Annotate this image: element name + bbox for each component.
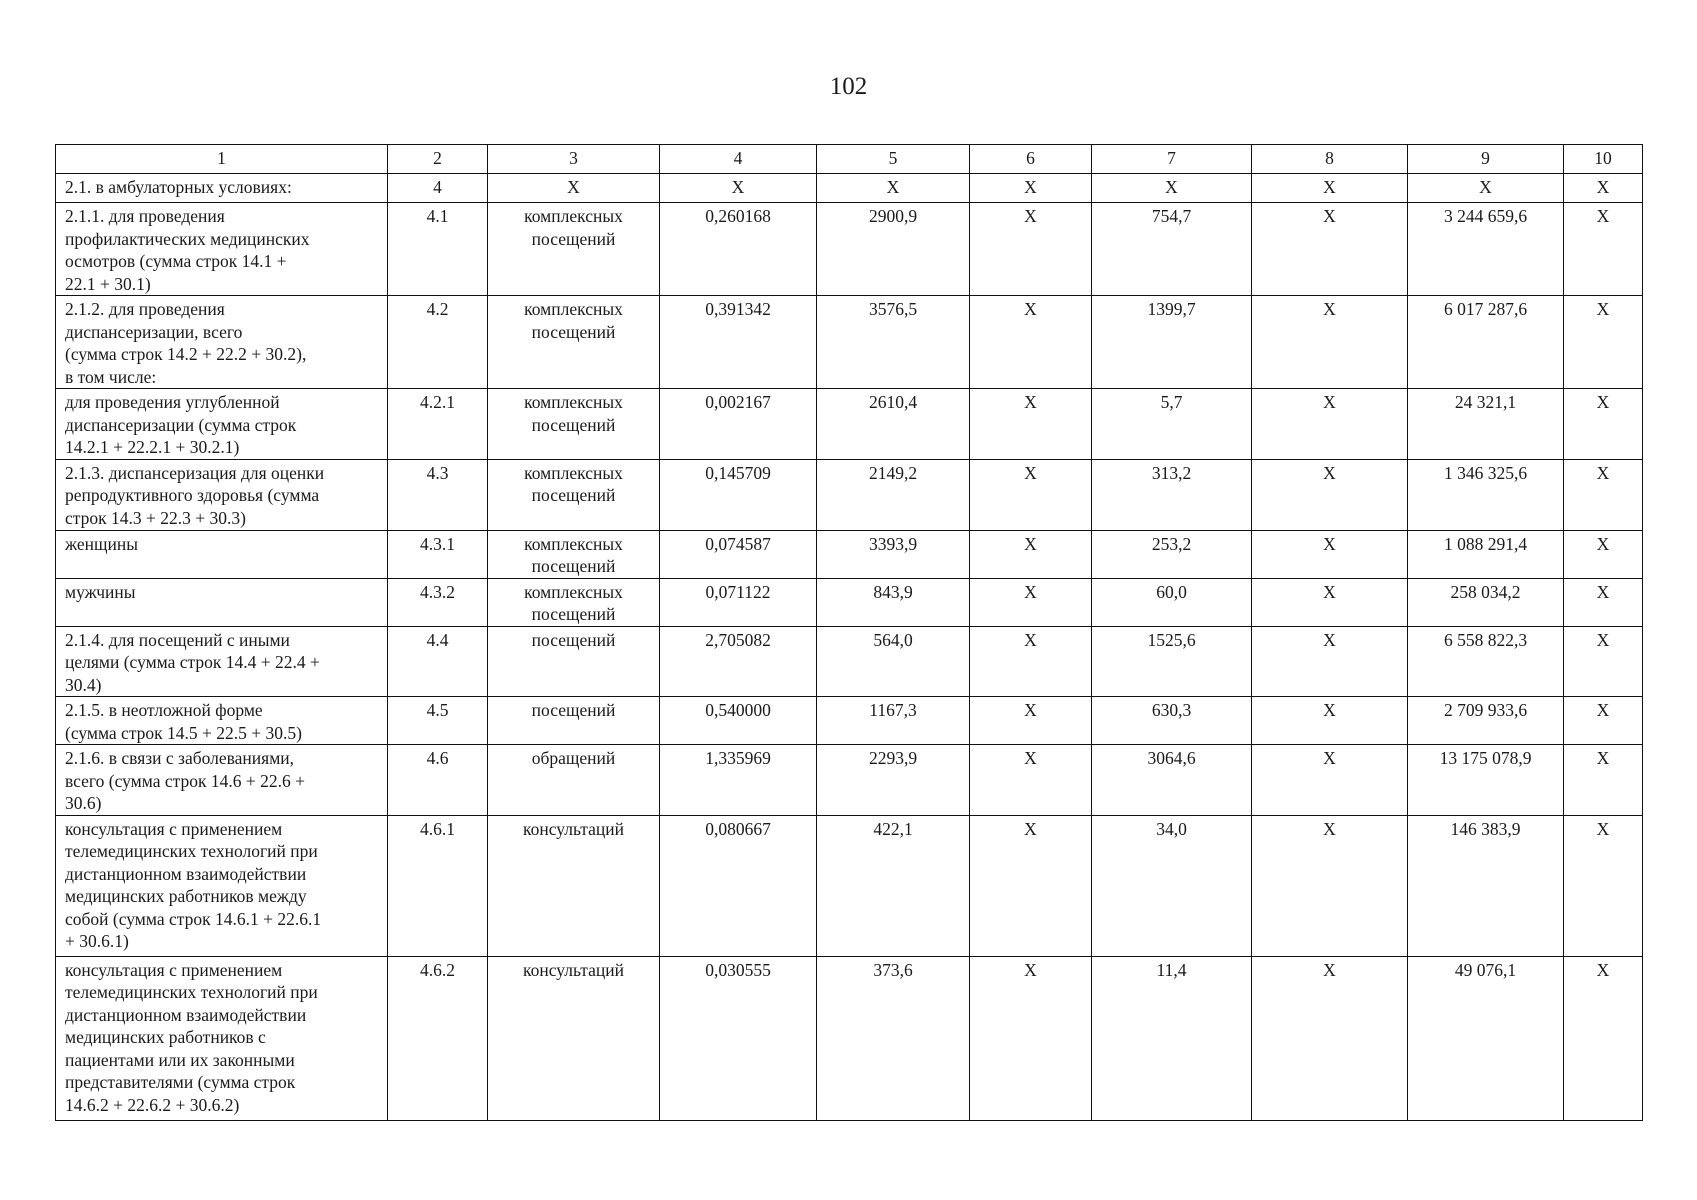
table-cell: 2293,9 [817,745,970,816]
table-row [56,815,1643,956]
table-cell: 0,145709 [660,459,817,530]
table-cell: Х [970,530,1092,578]
table-cell: Х [970,745,1092,816]
table-cell: Х [1092,174,1252,203]
column-number-cell: 2 [388,145,488,174]
table-cell: 1167,3 [817,697,970,745]
table-cell: 630,3 [1092,697,1252,745]
table-cell: Х [817,174,970,203]
row-name-cell: 2.1.1. для проведения профилактических медицинских осмотров (сумма строк 14.1 + 22.1 + 30.1) [56,203,388,296]
table-cell: Х [1252,626,1408,697]
table-cell: Х [1252,697,1408,745]
column-number-cell: 7 [1092,145,1252,174]
table-row [56,459,1643,530]
table-cell: 0,391342 [660,296,817,389]
table-cell: обращений [488,745,660,816]
table-cell: 4.6.2 [388,956,488,1120]
table-cell: Х [970,626,1092,697]
page-number: 102 [829,73,868,100]
table-cell: комплексных посещений [488,389,660,460]
row-name-cell: 2.1.4. для посещений с иными целями (сумма строк 14.4 + 22.4 + 30.4) [56,626,388,697]
table-cell: Х [1564,815,1643,956]
table-cell: Х [1564,389,1643,460]
table-cell: 13 175 078,9 [1408,745,1564,816]
table-cell: 0,074587 [660,530,817,578]
table-cell: 4.6 [388,745,488,816]
table-cell: 2610,4 [817,389,970,460]
column-number-row [56,145,1643,174]
table-cell: 146 383,9 [1408,815,1564,956]
row-name-cell: 2.1.3. диспансеризация для оценки репродуктивного здоровья (сумма строк 14.3 + 22.3 + 30.3) [56,459,388,530]
row-name-cell: консультация с применением телемедицинских технологий при дистанционном взаимодействии медицинских работников между собой (сумма строк 14.6.1 + 22.6.1 + 30.6.1) [56,815,388,956]
table-cell: 4 [388,174,488,203]
table-row [56,530,1643,578]
table-cell: 11,4 [1092,956,1252,1120]
table-cell: 253,2 [1092,530,1252,578]
table-cell: Х [1408,174,1564,203]
table-cell: 24 321,1 [1408,389,1564,460]
table-cell: 5,7 [1092,389,1252,460]
table-cell: 1525,6 [1092,626,1252,697]
table-cell: Х [1564,530,1643,578]
table-cell: 4.2 [388,296,488,389]
table-cell: Х [1564,174,1643,203]
row-name-cell: консультация с применением телемедицинских технологий при дистанционном взаимодействии медицинских работников с пациентами или их законными представителями (сумма строк 14.6.2 + 22.6.2 + 30.6.2) [56,956,388,1120]
row-name-cell: 2.1. в амбулаторных условиях: [56,174,388,203]
row-name-cell: для проведения углубленной диспансеризации (сумма строк 14.2.1 + 22.2.1 + 30.2.1) [56,389,388,460]
table-row [56,956,1643,1120]
table-cell: Х [1564,203,1643,296]
table-cell: 2149,2 [817,459,970,530]
table-cell: Х [970,296,1092,389]
column-number-cell: 8 [1252,145,1408,174]
row-name-cell: женщины [56,530,388,578]
column-number-cell: 6 [970,145,1092,174]
table-cell: Х [1564,296,1643,389]
table-cell: Х [1564,745,1643,816]
table-cell: 0,540000 [660,697,817,745]
table-cell: 2900,9 [817,203,970,296]
table-cell: Х [1252,174,1408,203]
table-cell: 843,9 [817,578,970,626]
row-name-cell: мужчины [56,578,388,626]
table-cell: посещений [488,626,660,697]
table-cell: 313,2 [1092,459,1252,530]
table-cell: 4.3.1 [388,530,488,578]
table-cell: Х [970,956,1092,1120]
table-cell: 373,6 [817,956,970,1120]
table-row [56,578,1643,626]
table-cell: Х [1252,389,1408,460]
table-row [56,697,1643,745]
table-cell: Х [1252,815,1408,956]
table-cell: 564,0 [817,626,970,697]
row-name-cell: 2.1.2. для проведения диспансеризации, всего (сумма строк 14.2 + 22.2 + 30.2), в том числе: [56,296,388,389]
table-cell: 422,1 [817,815,970,956]
table-cell: 34,0 [1092,815,1252,956]
table-cell: 60,0 [1092,578,1252,626]
table-cell: 3 244 659,6 [1408,203,1564,296]
table-cell: 4.3.2 [388,578,488,626]
table-cell: комплексных посещений [488,578,660,626]
table-cell: 4.3 [388,459,488,530]
table-cell: Х [488,174,660,203]
column-number-cell: 10 [1564,145,1643,174]
table-cell: 0,260168 [660,203,817,296]
table-cell: 3393,9 [817,530,970,578]
table-cell: 0,002167 [660,389,817,460]
table-cell: Х [1252,296,1408,389]
table-cell: комплексных посещений [488,530,660,578]
table-cell: 4.5 [388,697,488,745]
table-cell: 0,030555 [660,956,817,1120]
table-cell: Х [970,578,1092,626]
data-table [55,144,1643,1121]
table-cell: 1 088 291,4 [1408,530,1564,578]
table-cell: Х [1564,956,1643,1120]
column-number-cell: 1 [56,145,388,174]
table-cell: 0,071122 [660,578,817,626]
table-cell: Х [1252,530,1408,578]
table-cell: Х [970,697,1092,745]
table-cell: 6 558 822,3 [1408,626,1564,697]
table-cell: Х [1564,459,1643,530]
table-cell: консультаций [488,815,660,956]
table-cell: посещений [488,697,660,745]
table-cell: Х [970,203,1092,296]
table-row [56,174,1643,203]
table-cell: 49 076,1 [1408,956,1564,1120]
table-row [56,745,1643,816]
table-cell: 4.1 [388,203,488,296]
table-cell: Х [660,174,817,203]
column-number-cell: 4 [660,145,817,174]
table-cell: 258 034,2 [1408,578,1564,626]
table-cell: комплексных посещений [488,296,660,389]
table-cell: 2 709 933,6 [1408,697,1564,745]
table-cell: Х [1252,956,1408,1120]
table-cell: 4.2.1 [388,389,488,460]
table-cell: Х [970,174,1092,203]
table-cell: 2,705082 [660,626,817,697]
table-cell: Х [1252,745,1408,816]
table-cell: комплексных посещений [488,459,660,530]
column-number-cell: 3 [488,145,660,174]
table-row [56,296,1643,389]
table-cell: 4.6.1 [388,815,488,956]
table-cell: Х [1564,697,1643,745]
table-cell: Х [1564,626,1643,697]
table-cell: 1 346 325,6 [1408,459,1564,530]
column-number-cell: 5 [817,145,970,174]
row-name-cell: 2.1.5. в неотложной форме (сумма строк 14.5 + 22.5 + 30.5) [56,697,388,745]
table-row [56,203,1643,296]
column-number-cell: 9 [1408,145,1564,174]
table-cell: 754,7 [1092,203,1252,296]
table-cell: Х [970,459,1092,530]
table-cell: 3064,6 [1092,745,1252,816]
row-name-cell: 2.1.6. в связи с заболеваниями, всего (сумма строк 14.6 + 22.6 + 30.6) [56,745,388,816]
table-cell: Х [970,815,1092,956]
table-cell: Х [970,389,1092,460]
table-cell: Х [1564,578,1643,626]
table-cell: комплексных посещений [488,203,660,296]
table-cell: 3576,5 [817,296,970,389]
table-cell: 6 017 287,6 [1408,296,1564,389]
table-cell: 0,080667 [660,815,817,956]
table-cell: 1,335969 [660,745,817,816]
table-cell: Х [1252,203,1408,296]
table-cell: 1399,7 [1092,296,1252,389]
table-row [56,626,1643,697]
table-cell: консультаций [488,956,660,1120]
table-cell: 4.4 [388,626,488,697]
table-cell: Х [1252,578,1408,626]
table-row [56,389,1643,460]
table-cell: Х [1252,459,1408,530]
